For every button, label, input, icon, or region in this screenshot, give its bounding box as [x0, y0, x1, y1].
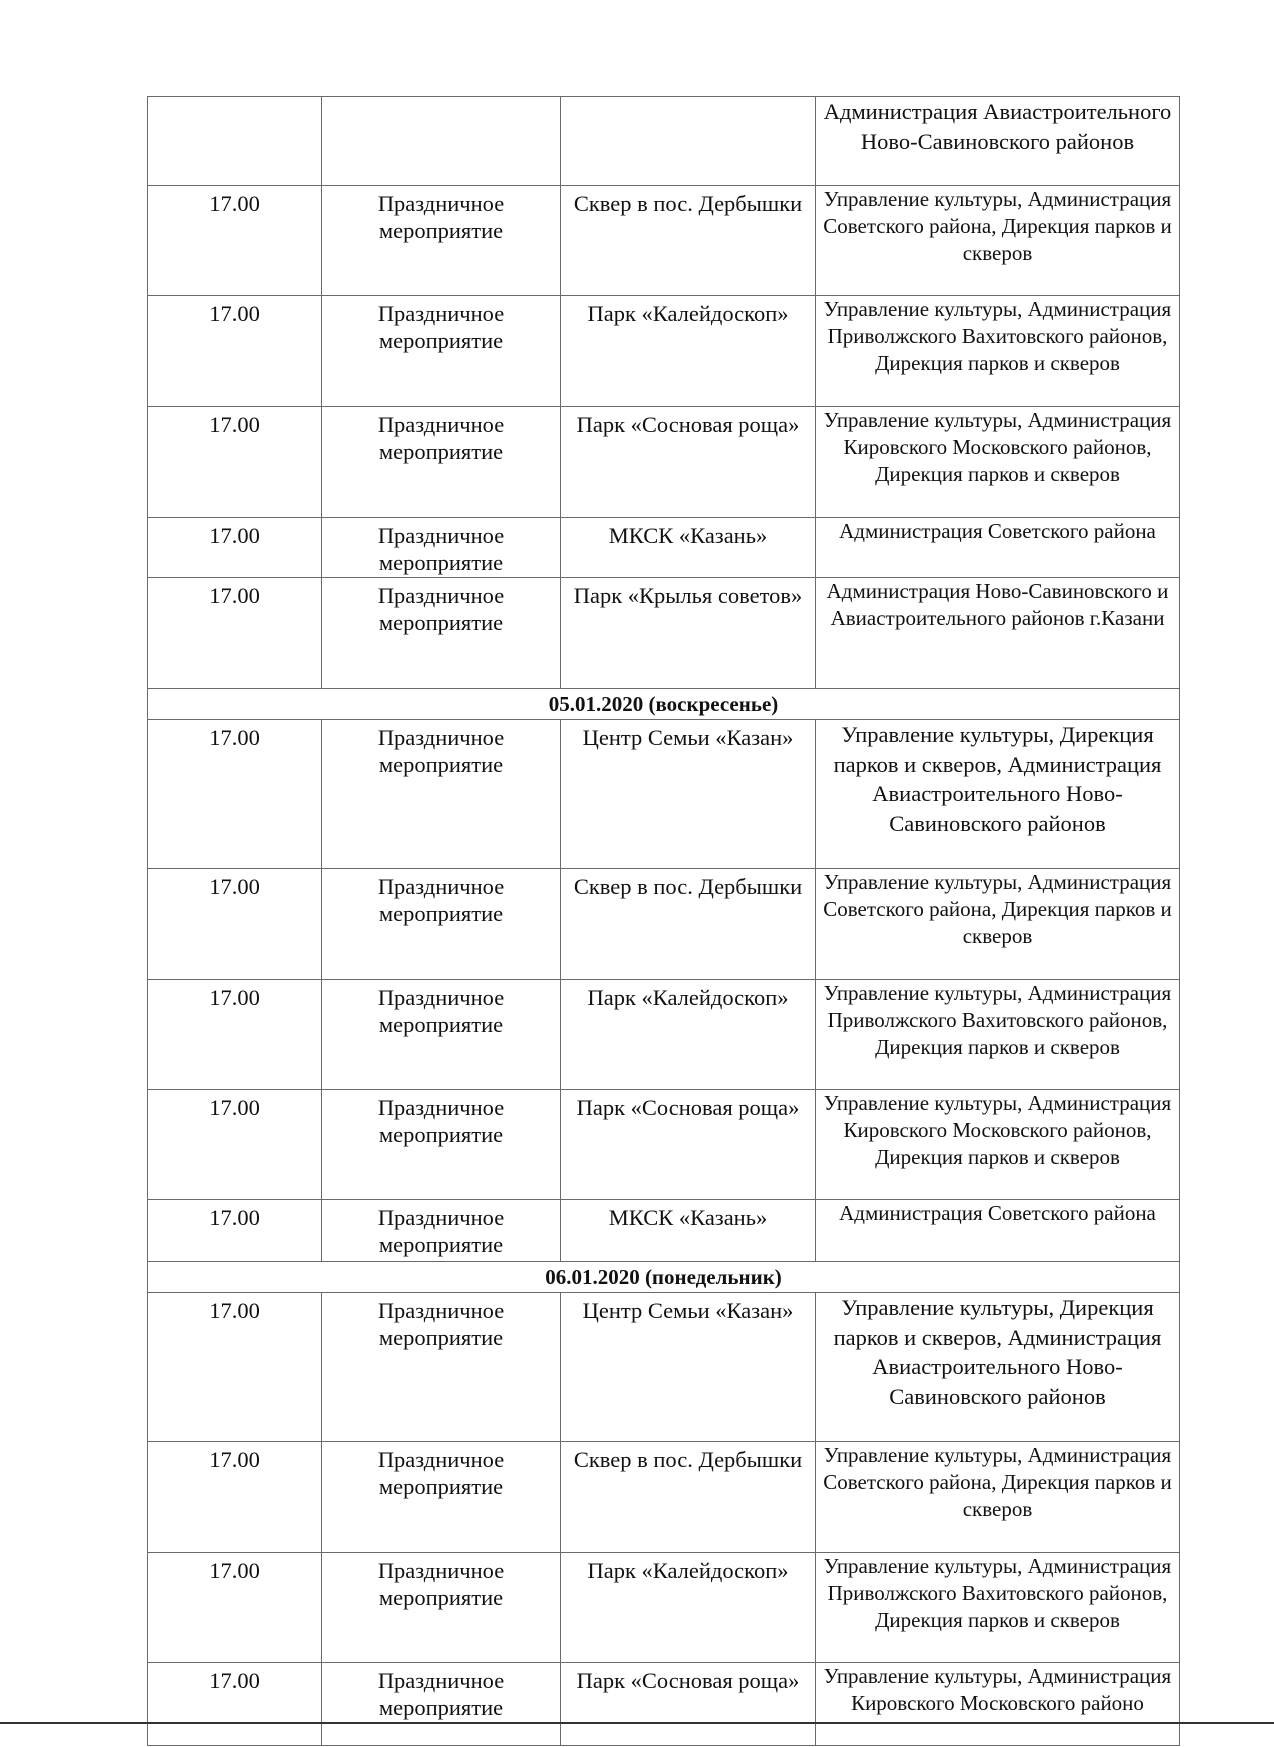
event-time: 17.00: [148, 1090, 322, 1200]
event-time: 17.00: [148, 296, 322, 407]
event-time: 17.00: [148, 869, 322, 980]
event-time: 17.00: [148, 1442, 322, 1553]
event-place: Сквер в пос. Дербышки: [561, 869, 816, 980]
event-organizer: Управление культуры, Администрация Советского района, Дирекция парков и скверов: [816, 869, 1180, 980]
event-row: [148, 518, 1180, 578]
event-organizer: Управление культуры, Администрация Кировского Московского районо: [816, 1663, 1180, 1746]
event-row: [148, 1442, 1180, 1553]
date-header-row: [148, 1262, 1180, 1293]
event-time: 17.00: [148, 518, 322, 578]
event-place: Парк «Сосновая роща»: [561, 407, 816, 518]
event-organizer: Управление культуры, Администрация Кировского Московского районов, Дирекция парков и скверов: [816, 407, 1180, 518]
event-place: Парк «Калейдоскоп»: [561, 296, 816, 407]
event-place: Сквер в пос. Дербышки: [561, 186, 816, 296]
event-type: Праздничное мероприятие: [322, 1090, 561, 1200]
event-place: Центр Семьи «Казан»: [561, 720, 816, 869]
event-type: Праздничное мероприятие: [322, 869, 561, 980]
event-type: Праздничное мероприятие: [322, 186, 561, 296]
event-place: МКСК «Казань»: [561, 1200, 816, 1262]
event-row: [148, 1200, 1180, 1262]
event-type: Праздничное мероприятие: [322, 1553, 561, 1663]
event-type: Праздничное мероприятие: [322, 1293, 561, 1442]
event-time: 17.00: [148, 578, 322, 689]
event-place: Парк «Калейдоскоп»: [561, 1553, 816, 1663]
event-place: Парк «Сосновая роща»: [561, 1663, 816, 1746]
event-type: [322, 97, 561, 186]
event-organizer: Администрация Советского района: [816, 1200, 1180, 1262]
event-place: Парк «Крылья советов»: [561, 578, 816, 689]
events-schedule-table: [147, 96, 1180, 1746]
event-row: [148, 1090, 1180, 1200]
event-organizer: Управление культуры, Администрация Советского района, Дирекция парков и скверов: [816, 186, 1180, 296]
event-place: Парк «Калейдоскоп»: [561, 980, 816, 1090]
event-type: Праздничное мероприятие: [322, 1200, 561, 1262]
event-row: [148, 869, 1180, 980]
event-row: [148, 1553, 1180, 1663]
event-organizer: Администрация Авиастроительного Ново-Савиновского районов: [816, 97, 1180, 186]
event-type: Праздничное мероприятие: [322, 296, 561, 407]
event-type: Праздничное мероприятие: [322, 720, 561, 869]
event-type: Праздничное мероприятие: [322, 578, 561, 689]
event-organizer: Управление культуры, Дирекция парков и скверов, Администрация Авиастроительного Ново-Савиновского районов: [816, 720, 1180, 869]
event-organizer: Администрация Ново-Савиновского и Авиастроительного районов г.Казани: [816, 578, 1180, 689]
event-organizer: Управление культуры, Администрация Приволжского Вахитовского районов, Дирекция парков и скверов: [816, 1553, 1180, 1663]
event-type: Праздничное мероприятие: [322, 407, 561, 518]
event-time: 17.00: [148, 1293, 322, 1442]
event-row: [148, 1663, 1180, 1746]
event-time: 17.00: [148, 1200, 322, 1262]
event-row: [148, 97, 1180, 186]
event-row: [148, 407, 1180, 518]
event-row: [148, 1293, 1180, 1442]
schedule-body: [148, 97, 1180, 1746]
event-organizer: Управление культуры, Администрация Советского района, Дирекция парков и скверов: [816, 1442, 1180, 1553]
event-row: [148, 296, 1180, 407]
event-time: 17.00: [148, 407, 322, 518]
page-footer-divider: [0, 1722, 1274, 1724]
event-time: 17.00: [148, 980, 322, 1090]
event-time: [148, 97, 322, 186]
date-header-row: [148, 689, 1180, 720]
event-time: 17.00: [148, 720, 322, 869]
date-header: 06.01.2020 (понедельник): [148, 1262, 1180, 1293]
event-organizer: Администрация Советского района: [816, 518, 1180, 578]
event-organizer: Управление культуры, Дирекция парков и скверов, Администрация Авиастроительного Ново-Савиновского районов: [816, 1293, 1180, 1442]
event-type: Праздничное мероприятие: [322, 1442, 561, 1553]
event-place: [561, 97, 816, 186]
event-place: Центр Семьи «Казан»: [561, 1293, 816, 1442]
event-time: 17.00: [148, 1553, 322, 1663]
event-row: [148, 578, 1180, 689]
event-time: 17.00: [148, 1663, 322, 1746]
event-type: Праздничное мероприятие: [322, 1663, 561, 1746]
date-header: 05.01.2020 (воскресенье): [148, 689, 1180, 720]
event-type: Праздничное мероприятие: [322, 980, 561, 1090]
event-place: Парк «Сосновая роща»: [561, 1090, 816, 1200]
event-row: [148, 980, 1180, 1090]
event-place: Сквер в пос. Дербышки: [561, 1442, 816, 1553]
event-type: Праздничное мероприятие: [322, 518, 561, 578]
event-row: [148, 186, 1180, 296]
event-organizer: Управление культуры, Администрация Приволжского Вахитовского районов, Дирекция парков и скверов: [816, 296, 1180, 407]
event-organizer: Управление культуры, Администрация Кировского Московского районов, Дирекция парков и скверов: [816, 1090, 1180, 1200]
event-time: 17.00: [148, 186, 322, 296]
event-organizer: Управление культуры, Администрация Приволжского Вахитовского районов, Дирекция парков и скверов: [816, 980, 1180, 1090]
event-row: [148, 720, 1180, 869]
event-place: МКСК «Казань»: [561, 518, 816, 578]
